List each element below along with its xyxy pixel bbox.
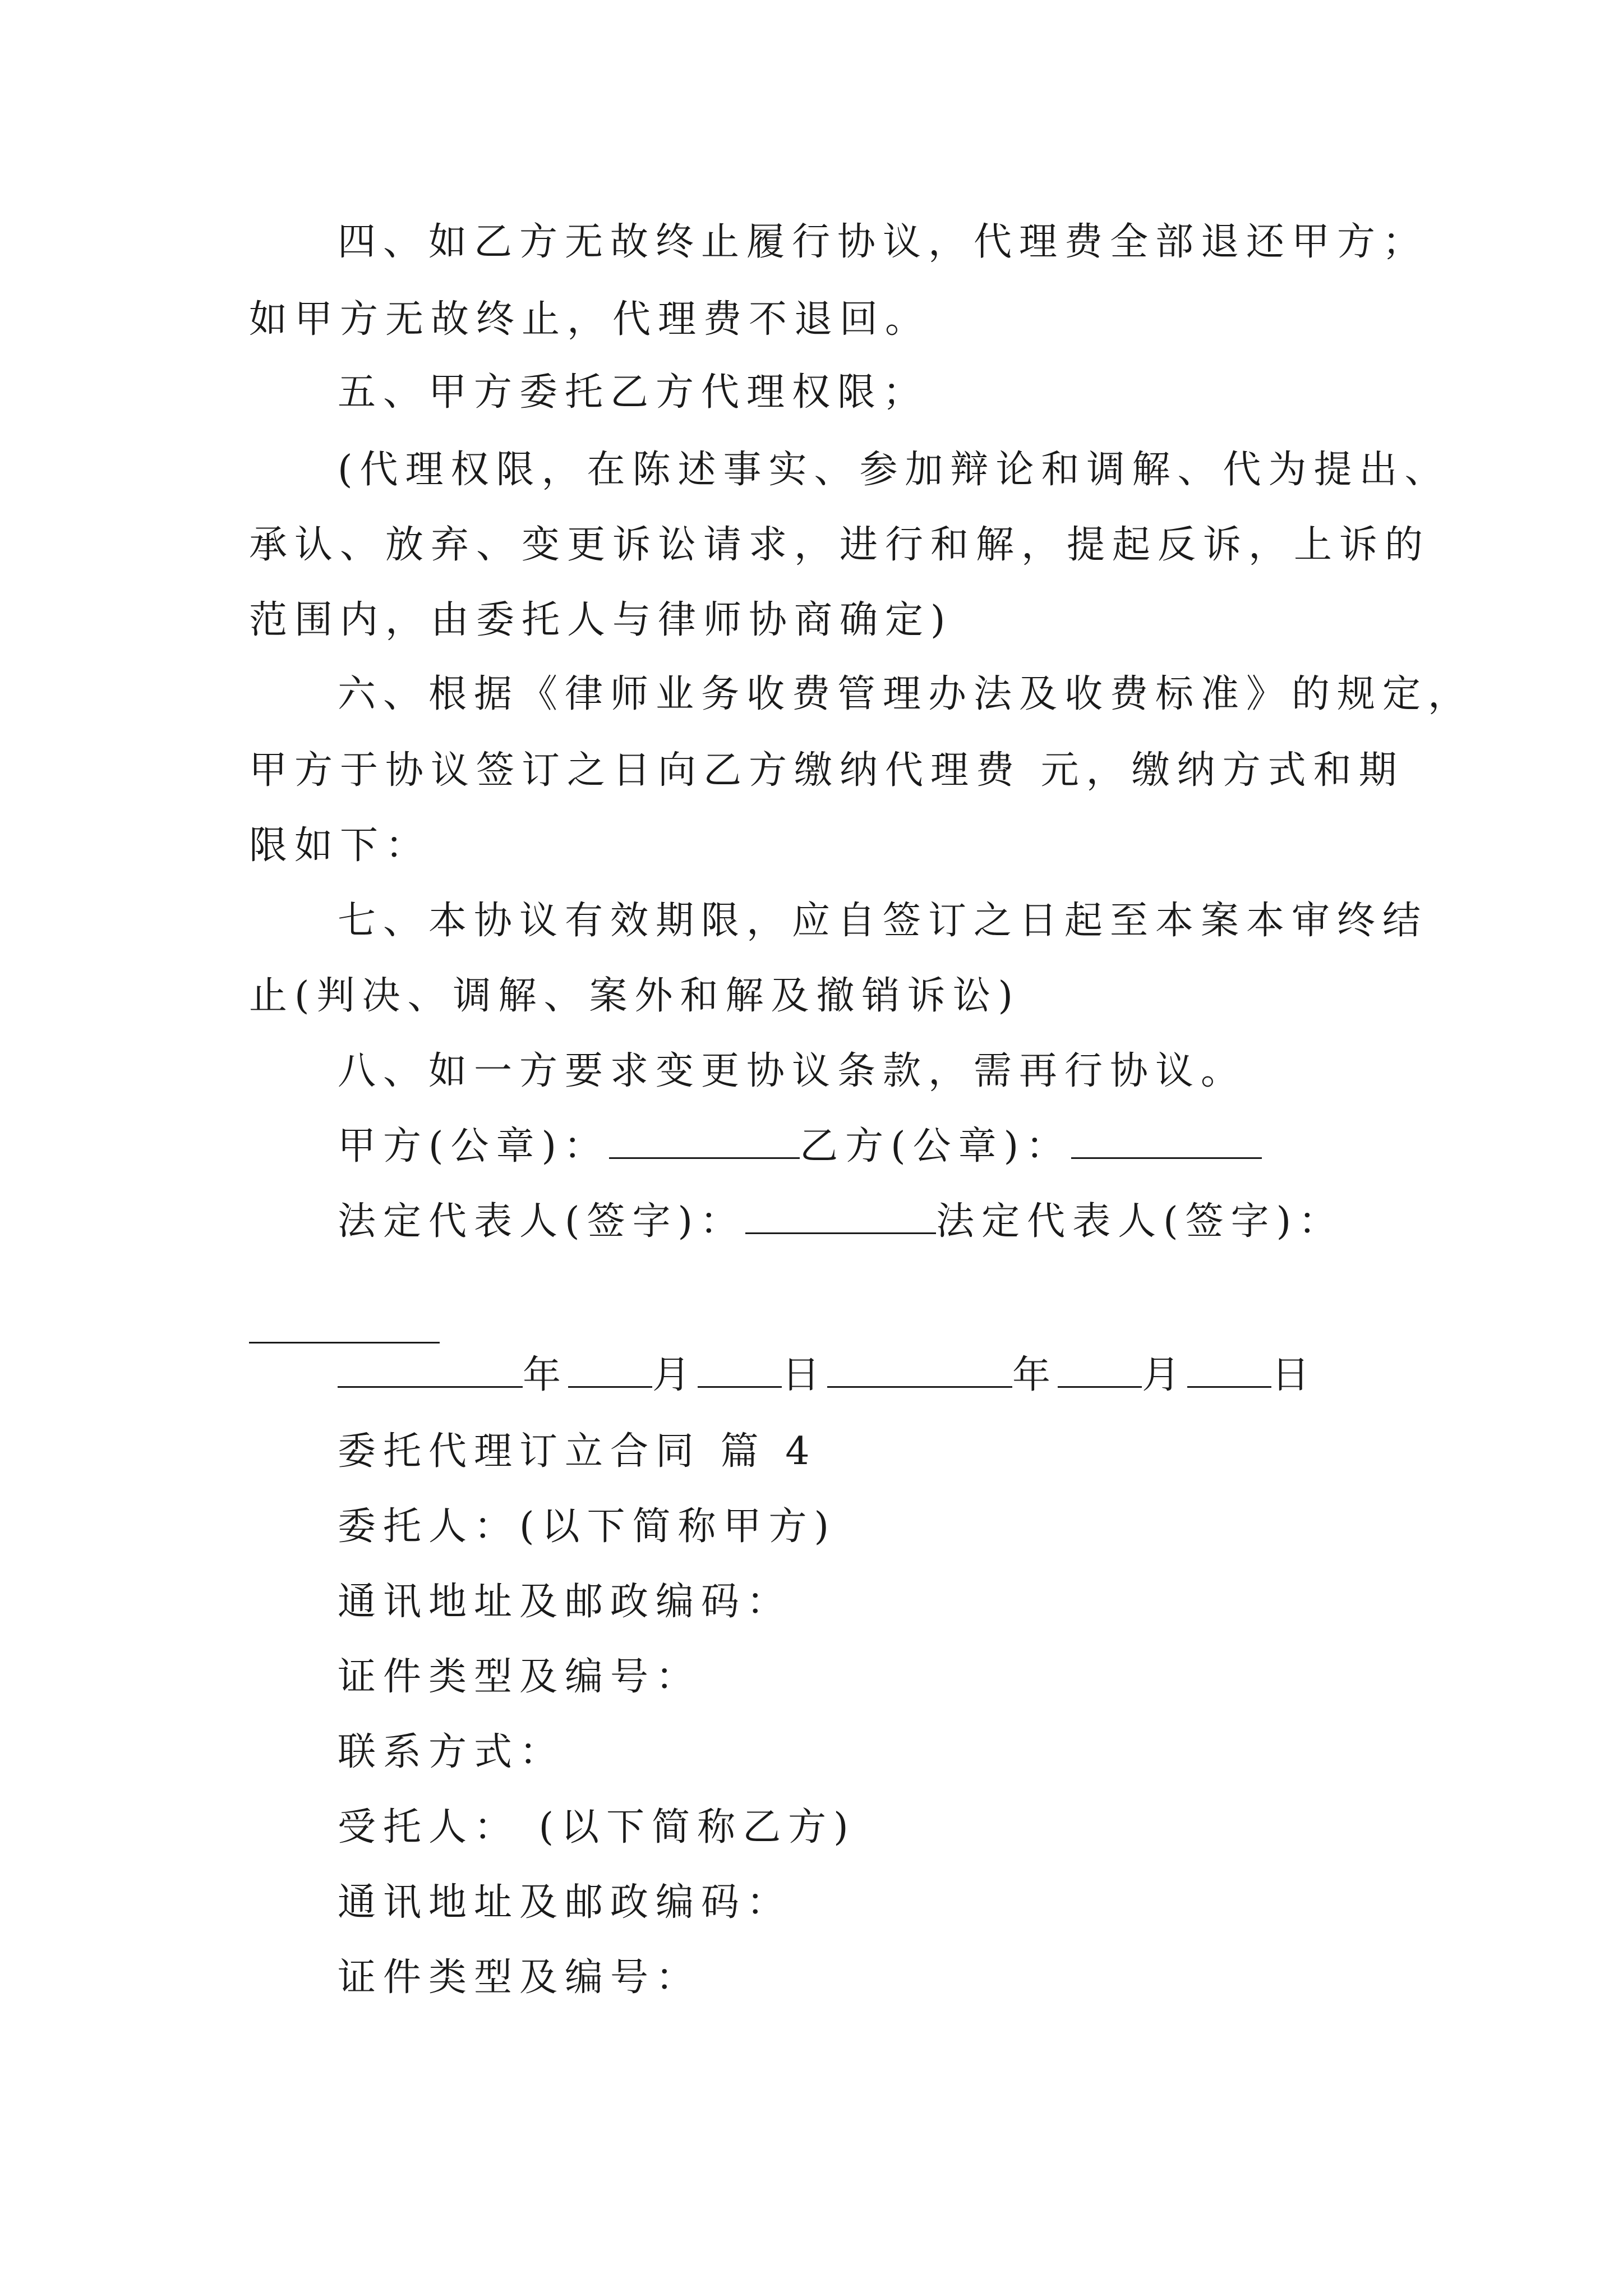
clause-4-line-1: 四、如乙方无故终止履行协议，代理费全部退还甲方； [338, 220, 1428, 264]
month-b-label: 月 [1142, 1353, 1188, 1397]
month-a-blank [568, 1354, 652, 1388]
section-heading: 委托代理订立合同 篇 4 [338, 1429, 817, 1474]
party-b-seal-blank [1071, 1125, 1262, 1159]
legal-rep-a-blank [745, 1200, 936, 1234]
clause-5-note-line-3: 范围内，由委托人与律师协商确定) [249, 598, 953, 642]
client-contact-line: 联系方式： [338, 1730, 565, 1774]
year-b-blank [827, 1354, 1012, 1388]
day-b-label: 日 [1271, 1353, 1317, 1397]
month-b-blank [1058, 1354, 1142, 1388]
clause-6-line-1: 六、根据《律师业务收费管理办法及收费标准》的规定， [338, 672, 1474, 716]
clause-5-note-line-1: (代理权限，在陈述事实、参加辩论和调解、代为提出、 [338, 448, 1450, 492]
clause-6-line-3: 限如下： [249, 823, 431, 868]
legal-rep-a-label: 法定代表人(签字)： [338, 1199, 746, 1244]
clause-5: 五、甲方委托乙方代理权限； [338, 370, 929, 415]
day-a-label: 日 [782, 1353, 828, 1397]
agent-line: 受托人： (以下简称乙方) [338, 1805, 856, 1849]
party-a-seal-blank [609, 1125, 800, 1159]
legal-rep-line [338, 1199, 1344, 1244]
clause-5-note-line-2: 承认、放弃、变更诉讼请求，进行和解，提起反诉，上诉的 [249, 523, 1431, 567]
agent-id-line: 证件类型及编号： [338, 1955, 702, 2000]
clause-4-line-2: 如甲方无故终止，代理费不退回。 [249, 297, 931, 342]
clause-7-line-1: 七、本协议有效期限，应自签订之日起至本案本审终结 [338, 899, 1428, 943]
date-line [338, 1353, 1317, 1398]
party-b-seal-label: 乙方(公章)： [800, 1124, 1072, 1168]
seal-line [338, 1124, 1262, 1169]
client-address-line: 通讯地址及邮政编码： [338, 1580, 792, 1624]
day-b-blank [1187, 1354, 1271, 1388]
year-b-label: 年 [1012, 1353, 1058, 1397]
agent-address-line: 通讯地址及邮政编码： [338, 1880, 792, 1925]
legal-rep-b-blank [249, 1342, 440, 1343]
year-a-label: 年 [523, 1353, 569, 1397]
clause-7-line-2: 止(判决、调解、案外和解及撤销诉讼) [249, 974, 1021, 1018]
legal-rep-b-label: 法定代表人(签字)： [936, 1199, 1344, 1244]
year-a-blank [338, 1354, 523, 1388]
month-a-label: 月 [652, 1353, 698, 1397]
client-line: 委托人：(以下简称甲方) [338, 1504, 837, 1549]
client-id-line: 证件类型及编号： [338, 1655, 702, 1699]
clause-8: 八、如一方要求变更协议条款，需再行协议。 [338, 1049, 1247, 1093]
clause-6-line-2: 甲方于协议签订之日向乙方缴纳代理费 元，缴纳方式和期 [249, 748, 1404, 793]
day-a-blank [698, 1354, 782, 1388]
party-a-seal-label: 甲方(公章)： [338, 1124, 610, 1168]
